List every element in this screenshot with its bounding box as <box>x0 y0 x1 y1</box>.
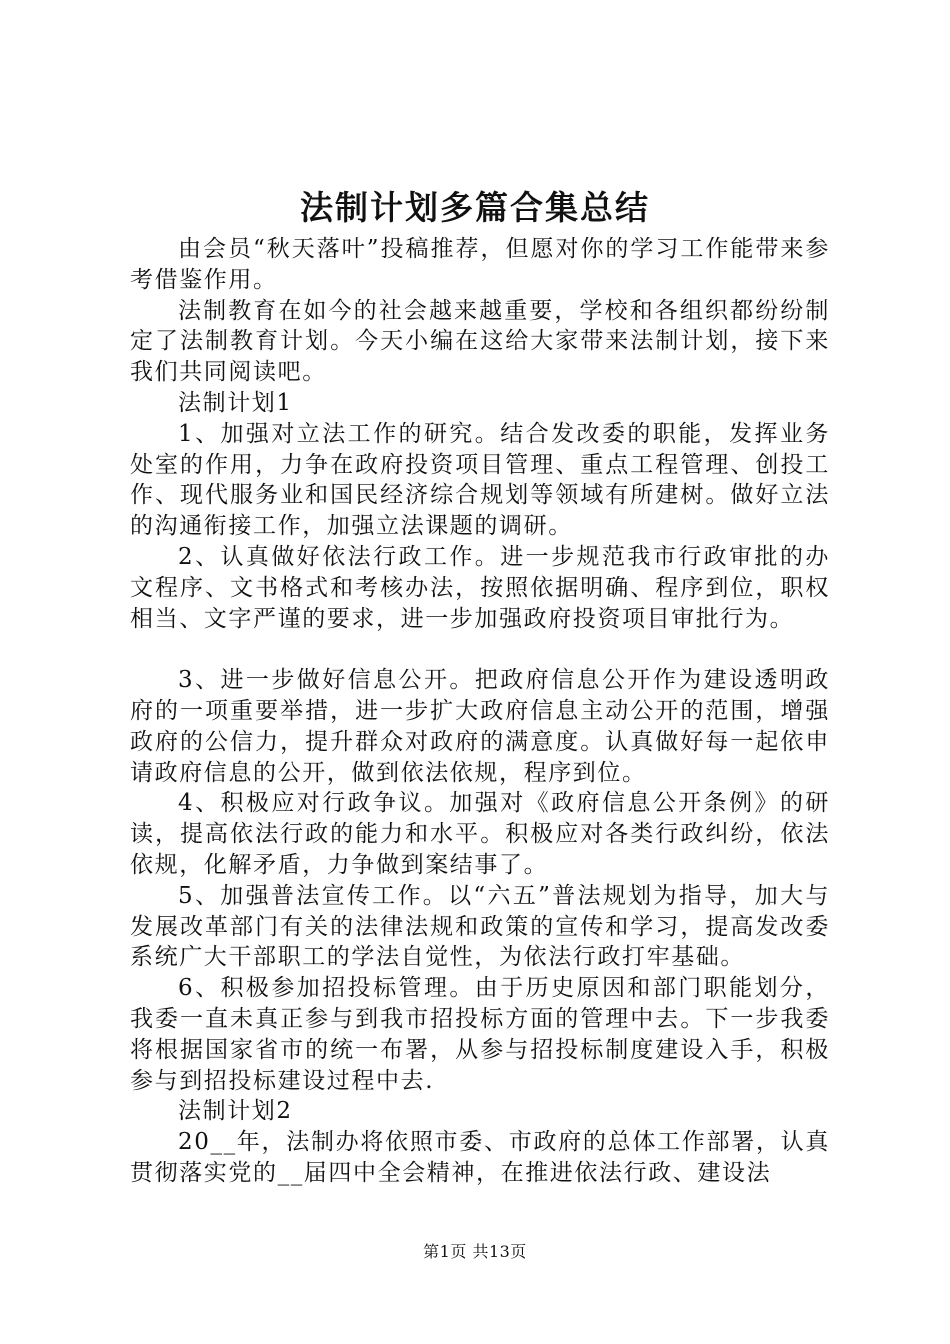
paragraph-plan-2-intro: 20__年，法制办将依照市委、市政府的总体工作部署，认真贯彻落实党的__届四中全会精神，在推进依法行政、建设法 <box>130 1129 830 1186</box>
page-number: 第1页 共13页 <box>423 1242 527 1261</box>
document-body <box>130 234 830 1189</box>
paragraph-item-5: 5、加强普法宣传工作。以“六五”普法规划为指导，加大与发展改革部门有关的法律法规和政策的宣传和学习，提高发改委系统广大干部职工的学法自觉性，为依法行政打牢基础。 <box>130 882 830 971</box>
paragraph-item-3: 3、进一步做好信息公开。把政府信息公开作为建设透明政府的一项重要举措，进一步扩大政府信息主动公开的范围，增强政府的公信力，提升群众对政府的满意度。认真做好每一起依申请政府信息的公开，做到依法依规，程序到位。 <box>130 667 830 786</box>
paragraph-item-6: 6、积极参加招投标管理。由于历史原因和部门职能划分，我委一直未真正参与到我市招投标方面的管理中去。下一步我委将根据国家省市的统一布署，从参与招投标制度建设入手，积极参与到招投标建设过程中去. <box>130 975 830 1094</box>
document-title: 法制计划多篇合集总结 <box>300 188 650 227</box>
section-heading-plan-1: 法制计划1 <box>178 389 293 416</box>
paragraph-preface: 法制教育在如今的社会越来越重要，学校和各组织都纷纷制定了法制教育计划。今天小编在这给大家带来法制计划，接下来我们共同阅读吧。 <box>130 297 830 386</box>
paragraph-item-1: 1、加强对立法工作的研究。结合发改委的职能，发挥业务处室的作用，力争在政府投资项目管理、重点工程管理、创投工作、现代服务业和国民经济综合规划等领域有所建树。做好立法的沟通衔接工作，加强立法课题的调研。 <box>130 420 830 540</box>
section-heading-plan-2: 法制计划2 <box>178 1098 293 1125</box>
paragraph-intro: 由会员“秋天落叶”投稿推荐，但愿对你的学习工作能带来参考借鉴作用。 <box>130 236 830 293</box>
paragraph-item-2: 2、认真做好依法行政工作。进一步规范我市行政审批的办文程序、文书格式和考核办法，按照依据明确、程序到位，职权相当、文字严谨的要求，进一步加强政府投资项目审批行为。 <box>130 543 830 632</box>
paragraph-item-4: 4、积极应对行政争议。加强对《政府信息公开条例》的研读，提高依法行政的能力和水平。积极应对各类行政纠纷，依法依规，化解矛盾，力争做到案结事了。 <box>130 790 830 878</box>
